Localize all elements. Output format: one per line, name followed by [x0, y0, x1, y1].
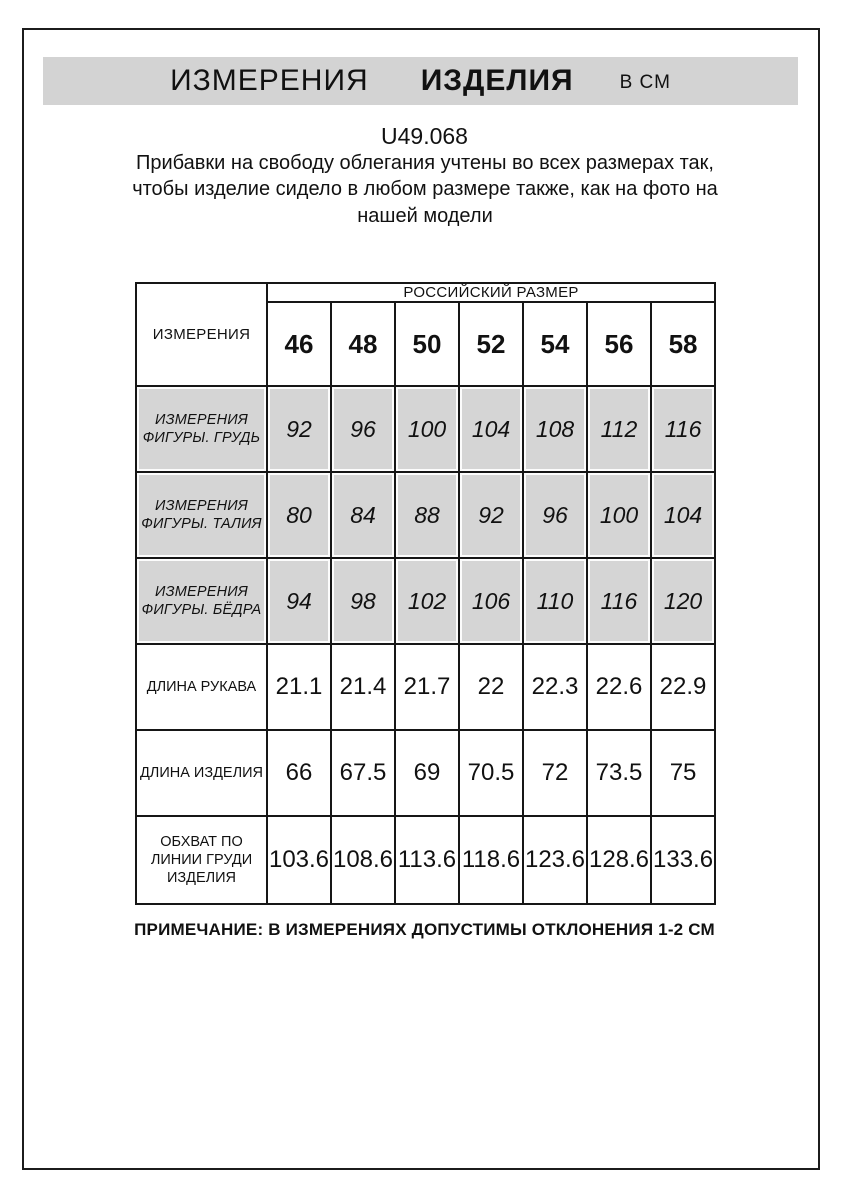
row-label: ИЗМЕРЕНИЯ ФИГУРЫ. ТАЛИЯ	[136, 472, 267, 558]
size-cell: 56	[587, 302, 651, 386]
value-cell: 100	[395, 386, 459, 472]
size-cell: 48	[331, 302, 395, 386]
value-cell: 120	[651, 558, 715, 644]
value-cell: 106	[459, 558, 523, 644]
value-cell: 118.6	[459, 816, 523, 904]
title-product: ИЗДЕЛИЯ	[420, 64, 574, 97]
value-cell: 112	[587, 386, 651, 472]
value-cell: 73.5	[587, 730, 651, 816]
value-cell: 128.6	[587, 816, 651, 904]
value-cell: 96	[331, 386, 395, 472]
row-label: ДЛИНА ИЗДЕЛИЯ	[136, 730, 267, 816]
size-table	[135, 282, 716, 905]
size-header: РОССИЙСКИЙ РАЗМЕР	[267, 283, 715, 302]
value-cell: 123.6	[523, 816, 587, 904]
value-cell: 113.6	[395, 816, 459, 904]
table-row-figure-waist	[136, 472, 715, 558]
value-cell: 96	[523, 472, 587, 558]
value-cell: 84	[331, 472, 395, 558]
value-cell: 21.4	[331, 644, 395, 730]
value-cell: 70.5	[459, 730, 523, 816]
value-cell: 98	[331, 558, 395, 644]
value-cell: 80	[267, 472, 331, 558]
row-label: ИЗМЕРЕНИЯ ФИГУРЫ. ГРУДЬ	[136, 386, 267, 472]
value-cell: 133.6	[651, 816, 715, 904]
size-cell: 54	[523, 302, 587, 386]
value-cell: 116	[587, 558, 651, 644]
value-cell: 102	[395, 558, 459, 644]
row-label: ОБХВАТ ПО ЛИНИИ ГРУДИ ИЗДЕЛИЯ	[136, 816, 267, 904]
value-cell: 22.6	[587, 644, 651, 730]
value-cell: 66	[267, 730, 331, 816]
article-code: U49.068	[381, 123, 468, 149]
size-cell: 52	[459, 302, 523, 386]
value-cell: 22.9	[651, 644, 715, 730]
value-cell: 22.3	[523, 644, 587, 730]
size-cell: 50	[395, 302, 459, 386]
value-cell: 100	[587, 472, 651, 558]
value-cell: 108	[523, 386, 587, 472]
value-cell: 110	[523, 558, 587, 644]
title-units: В СМ	[619, 72, 671, 93]
size-cell: 58	[651, 302, 715, 386]
value-cell: 21.7	[395, 644, 459, 730]
value-cell: 104	[459, 386, 523, 472]
value-cell: 69	[395, 730, 459, 816]
value-cell: 22	[459, 644, 523, 730]
value-cell: 21.1	[267, 644, 331, 730]
table-row-sleeve-length	[136, 644, 715, 730]
value-cell: 92	[459, 472, 523, 558]
tolerance-note: ПРИМЕЧАНИЕ: В ИЗМЕРЕНИЯХ ДОПУСТИМЫ ОТКЛОНЕНИЯ 1-2 СМ	[134, 920, 715, 939]
table-row	[136, 283, 715, 302]
row-label: ДЛИНА РУКАВА	[136, 644, 267, 730]
title-bar	[43, 57, 798, 105]
size-cell: 46	[267, 302, 331, 386]
table-row-figure-hips	[136, 558, 715, 644]
title-measurements: ИЗМЕРЕНИЯ	[170, 64, 369, 97]
value-cell: 103.6	[267, 816, 331, 904]
value-cell: 67.5	[331, 730, 395, 816]
corner-label: ИЗМЕРЕНИЯ	[136, 283, 267, 386]
value-cell: 92	[267, 386, 331, 472]
table-row-product-length	[136, 730, 715, 816]
value-cell: 108.6	[331, 816, 395, 904]
value-cell: 104	[651, 472, 715, 558]
fit-description: Прибавки на свободу облегания учтены во всех размерах так, чтобы изделие сидело в любом размере также, как на фото на нашей модели	[132, 152, 718, 227]
value-cell: 75	[651, 730, 715, 816]
value-cell: 72	[523, 730, 587, 816]
table-row-figure-chest	[136, 386, 715, 472]
value-cell: 116	[651, 386, 715, 472]
table-row-chest-girth	[136, 816, 715, 904]
row-label: ИЗМЕРЕНИЯ ФИГУРЫ. БЁДРА	[136, 558, 267, 644]
value-cell: 88	[395, 472, 459, 558]
value-cell: 94	[267, 558, 331, 644]
